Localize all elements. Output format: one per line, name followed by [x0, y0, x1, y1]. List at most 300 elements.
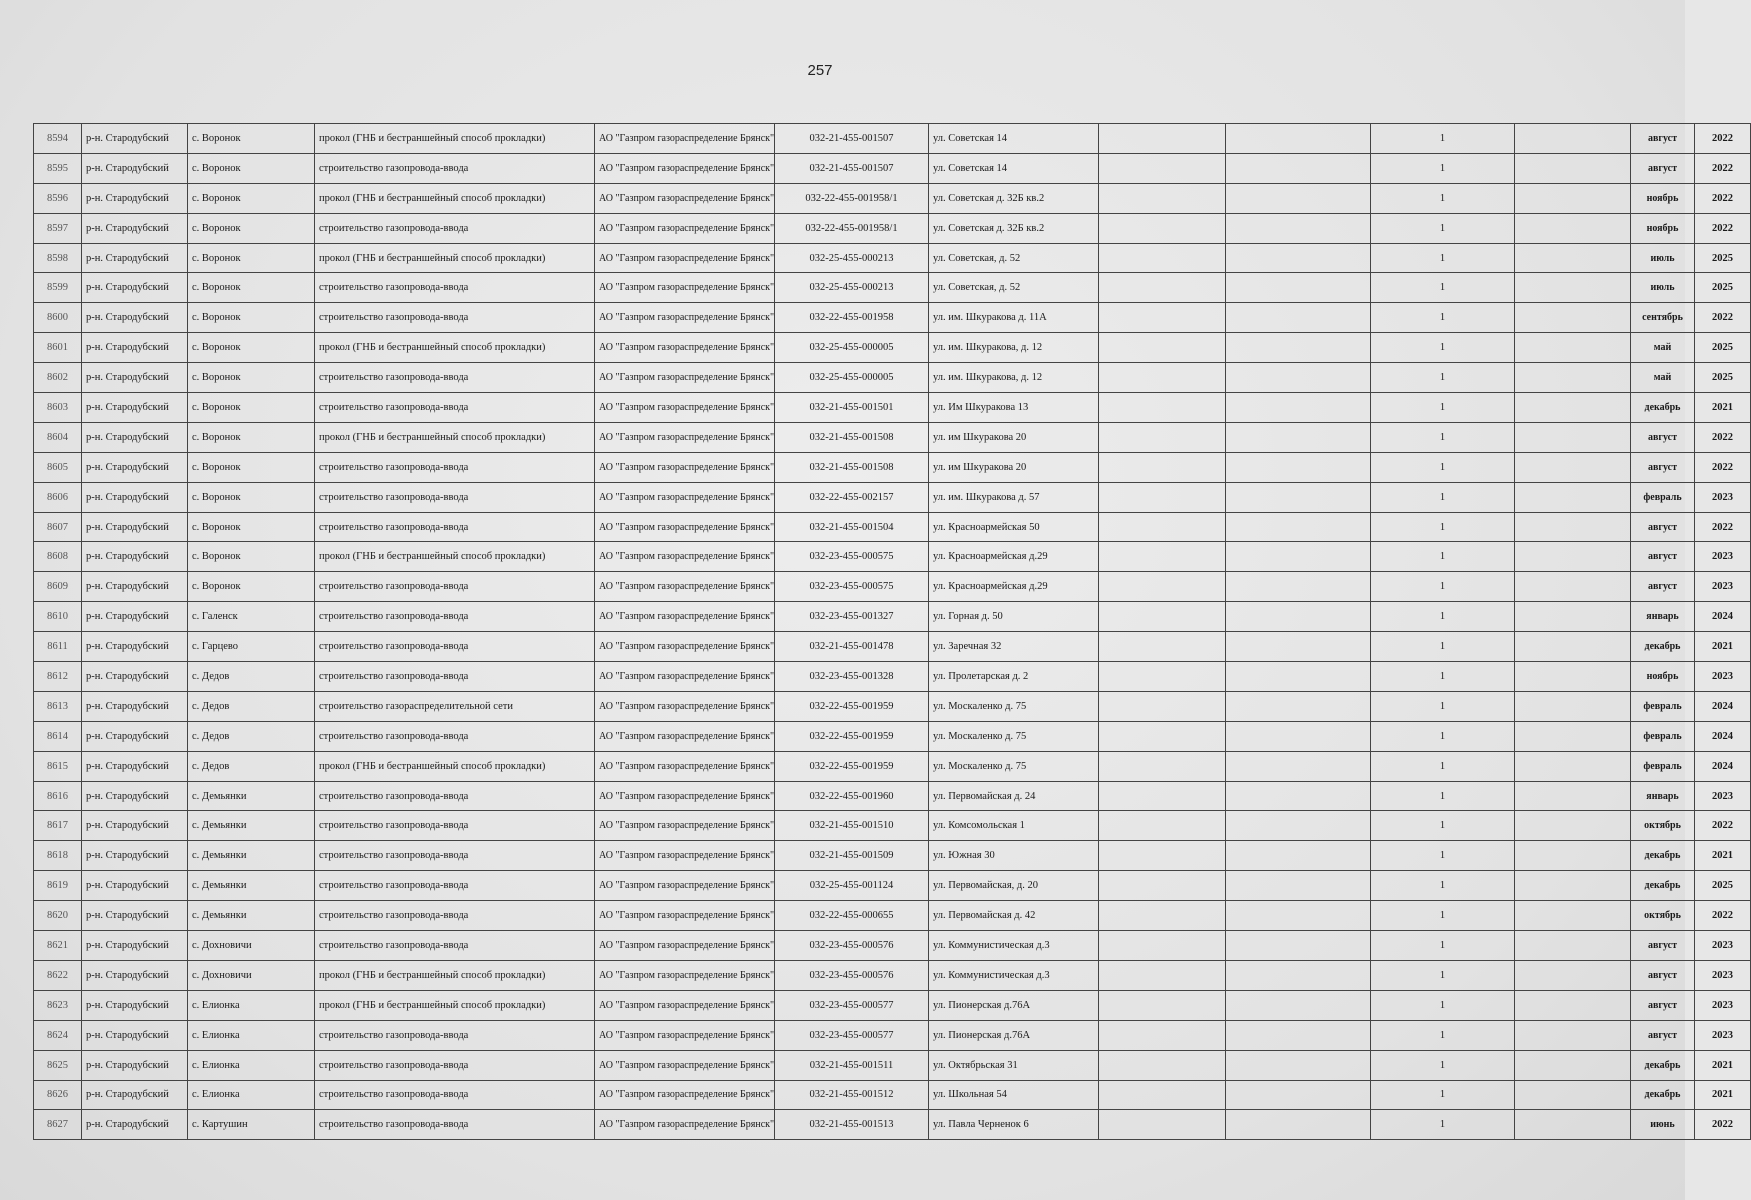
application-code-cell: 032-21-455-001501 — [775, 393, 929, 423]
address-cell: ул. Комсомольская 1 — [929, 811, 1099, 841]
empty-cell — [1226, 960, 1371, 990]
empty-cell — [1515, 960, 1631, 990]
year-cell: 2021 — [1695, 1080, 1751, 1110]
empty-cell — [1226, 931, 1371, 961]
year-cell: 2023 — [1695, 662, 1751, 692]
application-code-cell: 032-22-455-001960 — [775, 781, 929, 811]
year-cell: 2023 — [1695, 960, 1751, 990]
application-code-cell: 032-21-455-001509 — [775, 841, 929, 871]
row-number: 8597 — [34, 213, 82, 243]
district-cell: р-н. Стародубский — [82, 811, 188, 841]
quantity-cell: 1 — [1371, 273, 1515, 303]
empty-cell — [1515, 363, 1631, 393]
row-number: 8606 — [34, 482, 82, 512]
empty-cell — [1515, 273, 1631, 303]
application-code-cell: 032-23-455-001328 — [775, 662, 929, 692]
work-type-cell: строительство газопровода-ввода — [315, 363, 595, 393]
table-row — [34, 572, 1751, 602]
district-cell: р-н. Стародубский — [82, 153, 188, 183]
empty-cell — [1226, 363, 1371, 393]
month-cell: август — [1631, 931, 1695, 961]
month-cell: август — [1631, 124, 1695, 154]
empty-cell — [1226, 512, 1371, 542]
month-cell: август — [1631, 452, 1695, 482]
application-code-cell: 032-25-455-000213 — [775, 273, 929, 303]
organization-cell: АО "Газпром газораспределение Брянск" — [595, 1110, 775, 1140]
address-cell: ул. Москаленко д. 75 — [929, 721, 1099, 751]
organization-cell: АО "Газпром газораспределение Брянск" — [595, 572, 775, 602]
work-type-cell: строительство газопровода-ввода — [315, 841, 595, 871]
village-cell: с. Воронок — [188, 213, 315, 243]
month-cell: ноябрь — [1631, 662, 1695, 692]
work-type-cell: строительство газопровода-ввода — [315, 781, 595, 811]
quantity-cell: 1 — [1371, 662, 1515, 692]
year-cell: 2022 — [1695, 153, 1751, 183]
table-row — [34, 542, 1751, 572]
village-cell: с. Воронок — [188, 183, 315, 213]
year-cell: 2021 — [1695, 632, 1751, 662]
district-cell: р-н. Стародубский — [82, 452, 188, 482]
district-cell: р-н. Стародубский — [82, 183, 188, 213]
address-cell: ул. Горная д. 50 — [929, 602, 1099, 632]
district-cell: р-н. Стародубский — [82, 960, 188, 990]
month-cell: январь — [1631, 602, 1695, 632]
empty-cell — [1099, 363, 1226, 393]
month-cell: декабрь — [1631, 871, 1695, 901]
empty-cell — [1226, 751, 1371, 781]
district-cell: р-н. Стародубский — [82, 363, 188, 393]
address-cell: ул. Красноармейская 50 — [929, 512, 1099, 542]
empty-cell — [1226, 1020, 1371, 1050]
quantity-cell: 1 — [1371, 512, 1515, 542]
organization-cell: АО "Газпром газораспределение Брянск" — [595, 960, 775, 990]
district-cell: р-н. Стародубский — [82, 393, 188, 423]
empty-cell — [1515, 422, 1631, 452]
village-cell: с. Воронок — [188, 153, 315, 183]
work-type-cell: строительство газораспределительной сети — [315, 691, 595, 721]
year-cell: 2022 — [1695, 303, 1751, 333]
month-cell: февраль — [1631, 751, 1695, 781]
year-cell: 2022 — [1695, 1110, 1751, 1140]
work-type-cell: строительство газопровода-ввода — [315, 901, 595, 931]
quantity-cell: 1 — [1371, 1050, 1515, 1080]
row-number: 8622 — [34, 960, 82, 990]
quantity-cell: 1 — [1371, 990, 1515, 1020]
month-cell: август — [1631, 990, 1695, 1020]
application-code-cell: 032-23-455-000576 — [775, 960, 929, 990]
district-cell: р-н. Стародубский — [82, 781, 188, 811]
application-code-cell: 032-21-455-001508 — [775, 422, 929, 452]
organization-cell: АО "Газпром газораспределение Брянск" — [595, 990, 775, 1020]
work-type-cell: строительство газопровода-ввода — [315, 1080, 595, 1110]
work-type-cell: строительство газопровода-ввода — [315, 273, 595, 303]
address-cell: ул. Коммунистическая д.3 — [929, 960, 1099, 990]
district-cell: р-н. Стародубский — [82, 662, 188, 692]
month-cell: май — [1631, 333, 1695, 363]
year-cell: 2025 — [1695, 243, 1751, 273]
quantity-cell: 1 — [1371, 781, 1515, 811]
row-number: 8601 — [34, 333, 82, 363]
village-cell: с. Демьянки — [188, 781, 315, 811]
district-cell: р-н. Стародубский — [82, 243, 188, 273]
table-row — [34, 841, 1751, 871]
row-number: 8617 — [34, 811, 82, 841]
organization-cell: АО "Газпром газораспределение Брянск" — [595, 213, 775, 243]
village-cell: с. Демьянки — [188, 901, 315, 931]
work-type-cell: строительство газопровода-ввода — [315, 721, 595, 751]
empty-cell — [1099, 333, 1226, 363]
empty-cell — [1515, 901, 1631, 931]
year-cell: 2021 — [1695, 841, 1751, 871]
empty-cell — [1515, 691, 1631, 721]
empty-cell — [1099, 811, 1226, 841]
quantity-cell: 1 — [1371, 871, 1515, 901]
organization-cell: АО "Газпром газораспределение Брянск" — [595, 632, 775, 662]
quantity-cell: 1 — [1371, 901, 1515, 931]
table-body — [34, 124, 1751, 1140]
work-type-cell: прокол (ГНБ и бестраншейный способ прокладки) — [315, 183, 595, 213]
work-type-cell: строительство газопровода-ввода — [315, 153, 595, 183]
village-cell: с. Галенск — [188, 602, 315, 632]
village-cell: с. Воронок — [188, 363, 315, 393]
empty-cell — [1099, 960, 1226, 990]
row-number: 8600 — [34, 303, 82, 333]
village-cell: с. Дедов — [188, 751, 315, 781]
village-cell: с. Демьянки — [188, 811, 315, 841]
empty-cell — [1099, 512, 1226, 542]
quantity-cell: 1 — [1371, 811, 1515, 841]
application-code-cell: 032-22-455-001959 — [775, 721, 929, 751]
district-cell: р-н. Стародубский — [82, 691, 188, 721]
table-row — [34, 512, 1751, 542]
application-code-cell: 032-22-455-001958 — [775, 303, 929, 333]
empty-cell — [1099, 901, 1226, 931]
empty-cell — [1226, 572, 1371, 602]
empty-cell — [1515, 243, 1631, 273]
address-cell: ул. Красноармейская д.29 — [929, 572, 1099, 602]
village-cell: с. Воронок — [188, 542, 315, 572]
address-cell: ул. им. Шкуракова д. 57 — [929, 482, 1099, 512]
application-code-cell: 032-21-455-001507 — [775, 124, 929, 154]
village-cell: с. Воронок — [188, 482, 315, 512]
address-cell: ул. Советская 14 — [929, 124, 1099, 154]
work-type-cell: строительство газопровода-ввода — [315, 1050, 595, 1080]
application-code-cell: 032-21-455-001478 — [775, 632, 929, 662]
year-cell: 2021 — [1695, 1050, 1751, 1080]
year-cell: 2024 — [1695, 721, 1751, 751]
organization-cell: АО "Газпром газораспределение Брянск" — [595, 751, 775, 781]
empty-cell — [1099, 542, 1226, 572]
quantity-cell: 1 — [1371, 632, 1515, 662]
address-cell: ул. Первомайская д. 24 — [929, 781, 1099, 811]
row-number: 8604 — [34, 422, 82, 452]
table-row — [34, 1080, 1751, 1110]
work-type-cell: прокол (ГНБ и бестраншейный способ прокладки) — [315, 333, 595, 363]
organization-cell: АО "Газпром газораспределение Брянск" — [595, 393, 775, 423]
application-code-cell: 032-25-455-001124 — [775, 871, 929, 901]
village-cell: с. Воронок — [188, 452, 315, 482]
address-cell: ул. Советская д. 32Б кв.2 — [929, 213, 1099, 243]
village-cell: с. Воронок — [188, 393, 315, 423]
address-cell: ул. Заречная 32 — [929, 632, 1099, 662]
empty-cell — [1226, 781, 1371, 811]
empty-cell — [1099, 1020, 1226, 1050]
district-cell: р-н. Стародубский — [82, 482, 188, 512]
row-number: 8619 — [34, 871, 82, 901]
table-row — [34, 482, 1751, 512]
empty-cell — [1226, 1080, 1371, 1110]
district-cell: р-н. Стародубский — [82, 273, 188, 303]
application-code-cell: 032-22-455-001959 — [775, 691, 929, 721]
row-number: 8595 — [34, 153, 82, 183]
row-number: 8621 — [34, 931, 82, 961]
empty-cell — [1226, 303, 1371, 333]
empty-cell — [1099, 1050, 1226, 1080]
empty-cell — [1099, 990, 1226, 1020]
empty-cell — [1226, 632, 1371, 662]
month-cell: август — [1631, 960, 1695, 990]
quantity-cell: 1 — [1371, 841, 1515, 871]
village-cell: с. Воронок — [188, 124, 315, 154]
row-number: 8620 — [34, 901, 82, 931]
organization-cell: АО "Газпром газораспределение Брянск" — [595, 811, 775, 841]
work-type-cell: строительство газопровода-ввода — [315, 572, 595, 602]
village-cell: с. Воронок — [188, 303, 315, 333]
application-code-cell: 032-23-455-000577 — [775, 1020, 929, 1050]
application-code-cell: 032-25-455-000213 — [775, 243, 929, 273]
empty-cell — [1226, 602, 1371, 632]
village-cell: с. Воронок — [188, 243, 315, 273]
address-cell: ул. им Шкуракова 20 — [929, 452, 1099, 482]
district-cell: р-н. Стародубский — [82, 1110, 188, 1140]
empty-cell — [1515, 452, 1631, 482]
row-number: 8609 — [34, 572, 82, 602]
month-cell: июль — [1631, 243, 1695, 273]
empty-cell — [1226, 662, 1371, 692]
table-row — [34, 781, 1751, 811]
table-row — [34, 213, 1751, 243]
table-row — [34, 183, 1751, 213]
month-cell: август — [1631, 1020, 1695, 1050]
empty-cell — [1515, 512, 1631, 542]
row-number: 8596 — [34, 183, 82, 213]
work-type-cell: строительство газопровода-ввода — [315, 303, 595, 333]
address-cell: ул. Первомайская д. 42 — [929, 901, 1099, 931]
village-cell: с. Воронок — [188, 333, 315, 363]
table-row — [34, 811, 1751, 841]
quantity-cell: 1 — [1371, 422, 1515, 452]
month-cell: декабрь — [1631, 841, 1695, 871]
row-number: 8618 — [34, 841, 82, 871]
year-cell: 2024 — [1695, 691, 1751, 721]
year-cell: 2023 — [1695, 1020, 1751, 1050]
empty-cell — [1099, 721, 1226, 751]
empty-cell — [1515, 781, 1631, 811]
address-cell: ул. Октябрьская 31 — [929, 1050, 1099, 1080]
empty-cell — [1515, 124, 1631, 154]
organization-cell: АО "Газпром газораспределение Брянск" — [595, 1050, 775, 1080]
table-row — [34, 124, 1751, 154]
year-cell: 2025 — [1695, 363, 1751, 393]
empty-cell — [1099, 213, 1226, 243]
row-number: 8623 — [34, 990, 82, 1020]
organization-cell: АО "Газпром газораспределение Брянск" — [595, 183, 775, 213]
organization-cell: АО "Газпром газораспределение Брянск" — [595, 721, 775, 751]
year-cell: 2022 — [1695, 422, 1751, 452]
empty-cell — [1099, 691, 1226, 721]
organization-cell: АО "Газпром газораспределение Брянск" — [595, 153, 775, 183]
district-cell: р-н. Стародубский — [82, 1020, 188, 1050]
row-number: 8626 — [34, 1080, 82, 1110]
year-cell: 2022 — [1695, 452, 1751, 482]
work-type-cell: строительство газопровода-ввода — [315, 602, 595, 632]
work-type-cell: строительство газопровода-ввода — [315, 213, 595, 243]
village-cell: с. Дедов — [188, 721, 315, 751]
empty-cell — [1099, 602, 1226, 632]
year-cell: 2022 — [1695, 183, 1751, 213]
month-cell: август — [1631, 572, 1695, 602]
year-cell: 2024 — [1695, 751, 1751, 781]
district-cell: р-н. Стародубский — [82, 871, 188, 901]
table-row — [34, 153, 1751, 183]
empty-cell — [1515, 751, 1631, 781]
empty-cell — [1099, 452, 1226, 482]
empty-cell — [1099, 303, 1226, 333]
district-cell: р-н. Стародубский — [82, 333, 188, 363]
application-code-cell: 032-22-455-000655 — [775, 901, 929, 931]
table-row — [34, 990, 1751, 1020]
table-row — [34, 871, 1751, 901]
quantity-cell: 1 — [1371, 691, 1515, 721]
empty-cell — [1515, 333, 1631, 363]
table-row — [34, 303, 1751, 333]
row-number: 8605 — [34, 452, 82, 482]
application-code-cell: 032-21-455-001511 — [775, 1050, 929, 1080]
month-cell: июнь — [1631, 1110, 1695, 1140]
empty-cell — [1515, 482, 1631, 512]
organization-cell: АО "Газпром газораспределение Брянск" — [595, 273, 775, 303]
row-number: 8603 — [34, 393, 82, 423]
application-code-cell: 032-22-455-001958/1 — [775, 183, 929, 213]
application-code-cell: 032-22-455-002157 — [775, 482, 929, 512]
quantity-cell: 1 — [1371, 751, 1515, 781]
table-row — [34, 931, 1751, 961]
empty-cell — [1515, 931, 1631, 961]
row-number: 8627 — [34, 1110, 82, 1140]
address-cell: ул. Южная 30 — [929, 841, 1099, 871]
work-type-cell: строительство газопровода-ввода — [315, 393, 595, 423]
year-cell: 2023 — [1695, 990, 1751, 1020]
month-cell: декабрь — [1631, 1080, 1695, 1110]
empty-cell — [1099, 1110, 1226, 1140]
table-row — [34, 243, 1751, 273]
empty-cell — [1226, 452, 1371, 482]
year-cell: 2025 — [1695, 871, 1751, 901]
application-code-cell: 032-23-455-000575 — [775, 572, 929, 602]
table-row — [34, 632, 1751, 662]
table-row — [34, 1020, 1751, 1050]
empty-cell — [1515, 153, 1631, 183]
district-cell: р-н. Стародубский — [82, 213, 188, 243]
village-cell: с. Дохновичи — [188, 960, 315, 990]
quantity-cell: 1 — [1371, 393, 1515, 423]
district-cell: р-н. Стародубский — [82, 512, 188, 542]
empty-cell — [1515, 632, 1631, 662]
district-cell: р-н. Стародубский — [82, 124, 188, 154]
row-number: 8598 — [34, 243, 82, 273]
empty-cell — [1515, 213, 1631, 243]
empty-cell — [1226, 542, 1371, 572]
organization-cell: АО "Газпром газораспределение Брянск" — [595, 422, 775, 452]
empty-cell — [1515, 602, 1631, 632]
empty-cell — [1099, 273, 1226, 303]
application-code-cell: 032-22-455-001959 — [775, 751, 929, 781]
organization-cell: АО "Газпром газораспределение Брянск" — [595, 303, 775, 333]
month-cell: август — [1631, 153, 1695, 183]
organization-cell: АО "Газпром газораспределение Брянск" — [595, 841, 775, 871]
address-cell: ул. Им Шкуракова 13 — [929, 393, 1099, 423]
organization-cell: АО "Газпром газораспределение Брянск" — [595, 931, 775, 961]
empty-cell — [1515, 990, 1631, 1020]
address-cell: ул. Первомайская, д. 20 — [929, 871, 1099, 901]
month-cell: январь — [1631, 781, 1695, 811]
empty-cell — [1099, 1080, 1226, 1110]
month-cell: май — [1631, 363, 1695, 393]
quantity-cell: 1 — [1371, 303, 1515, 333]
month-cell: ноябрь — [1631, 183, 1695, 213]
work-type-cell: строительство газопровода-ввода — [315, 632, 595, 662]
village-cell: с. Дедов — [188, 691, 315, 721]
page-number: 257 — [807, 62, 833, 79]
empty-cell — [1226, 482, 1371, 512]
application-code-cell: 032-23-455-000577 — [775, 990, 929, 1020]
row-number: 8602 — [34, 363, 82, 393]
empty-cell — [1226, 153, 1371, 183]
empty-cell — [1099, 393, 1226, 423]
organization-cell: АО "Газпром газораспределение Брянск" — [595, 512, 775, 542]
empty-cell — [1515, 303, 1631, 333]
address-cell: ул. Пролетарская д. 2 — [929, 662, 1099, 692]
quantity-cell: 1 — [1371, 213, 1515, 243]
month-cell: ноябрь — [1631, 213, 1695, 243]
work-type-cell: строительство газопровода-ввода — [315, 512, 595, 542]
month-cell: февраль — [1631, 482, 1695, 512]
empty-cell — [1515, 811, 1631, 841]
row-number: 8607 — [34, 512, 82, 542]
empty-cell — [1099, 183, 1226, 213]
work-type-cell: строительство газопровода-ввода — [315, 811, 595, 841]
address-cell: ул. Павла Черненок 6 — [929, 1110, 1099, 1140]
quantity-cell: 1 — [1371, 183, 1515, 213]
year-cell: 2022 — [1695, 213, 1751, 243]
empty-cell — [1226, 422, 1371, 452]
work-type-cell: строительство газопровода-ввода — [315, 871, 595, 901]
village-cell: с. Дедов — [188, 662, 315, 692]
organization-cell: АО "Газпром газораспределение Брянск" — [595, 662, 775, 692]
organization-cell: АО "Газпром газораспределение Брянск" — [595, 901, 775, 931]
work-type-cell: прокол (ГНБ и бестраншейный способ прокладки) — [315, 422, 595, 452]
empty-cell — [1226, 871, 1371, 901]
empty-cell — [1515, 1110, 1631, 1140]
address-cell: ул. им. Шкуракова, д. 12 — [929, 333, 1099, 363]
month-cell: октябрь — [1631, 811, 1695, 841]
year-cell: 2023 — [1695, 781, 1751, 811]
row-number: 8611 — [34, 632, 82, 662]
address-cell: ул. Советская, д. 52 — [929, 243, 1099, 273]
empty-cell — [1226, 1110, 1371, 1140]
work-type-cell: прокол (ГНБ и бестраншейный способ прокладки) — [315, 542, 595, 572]
address-cell: ул. Красноармейская д.29 — [929, 542, 1099, 572]
